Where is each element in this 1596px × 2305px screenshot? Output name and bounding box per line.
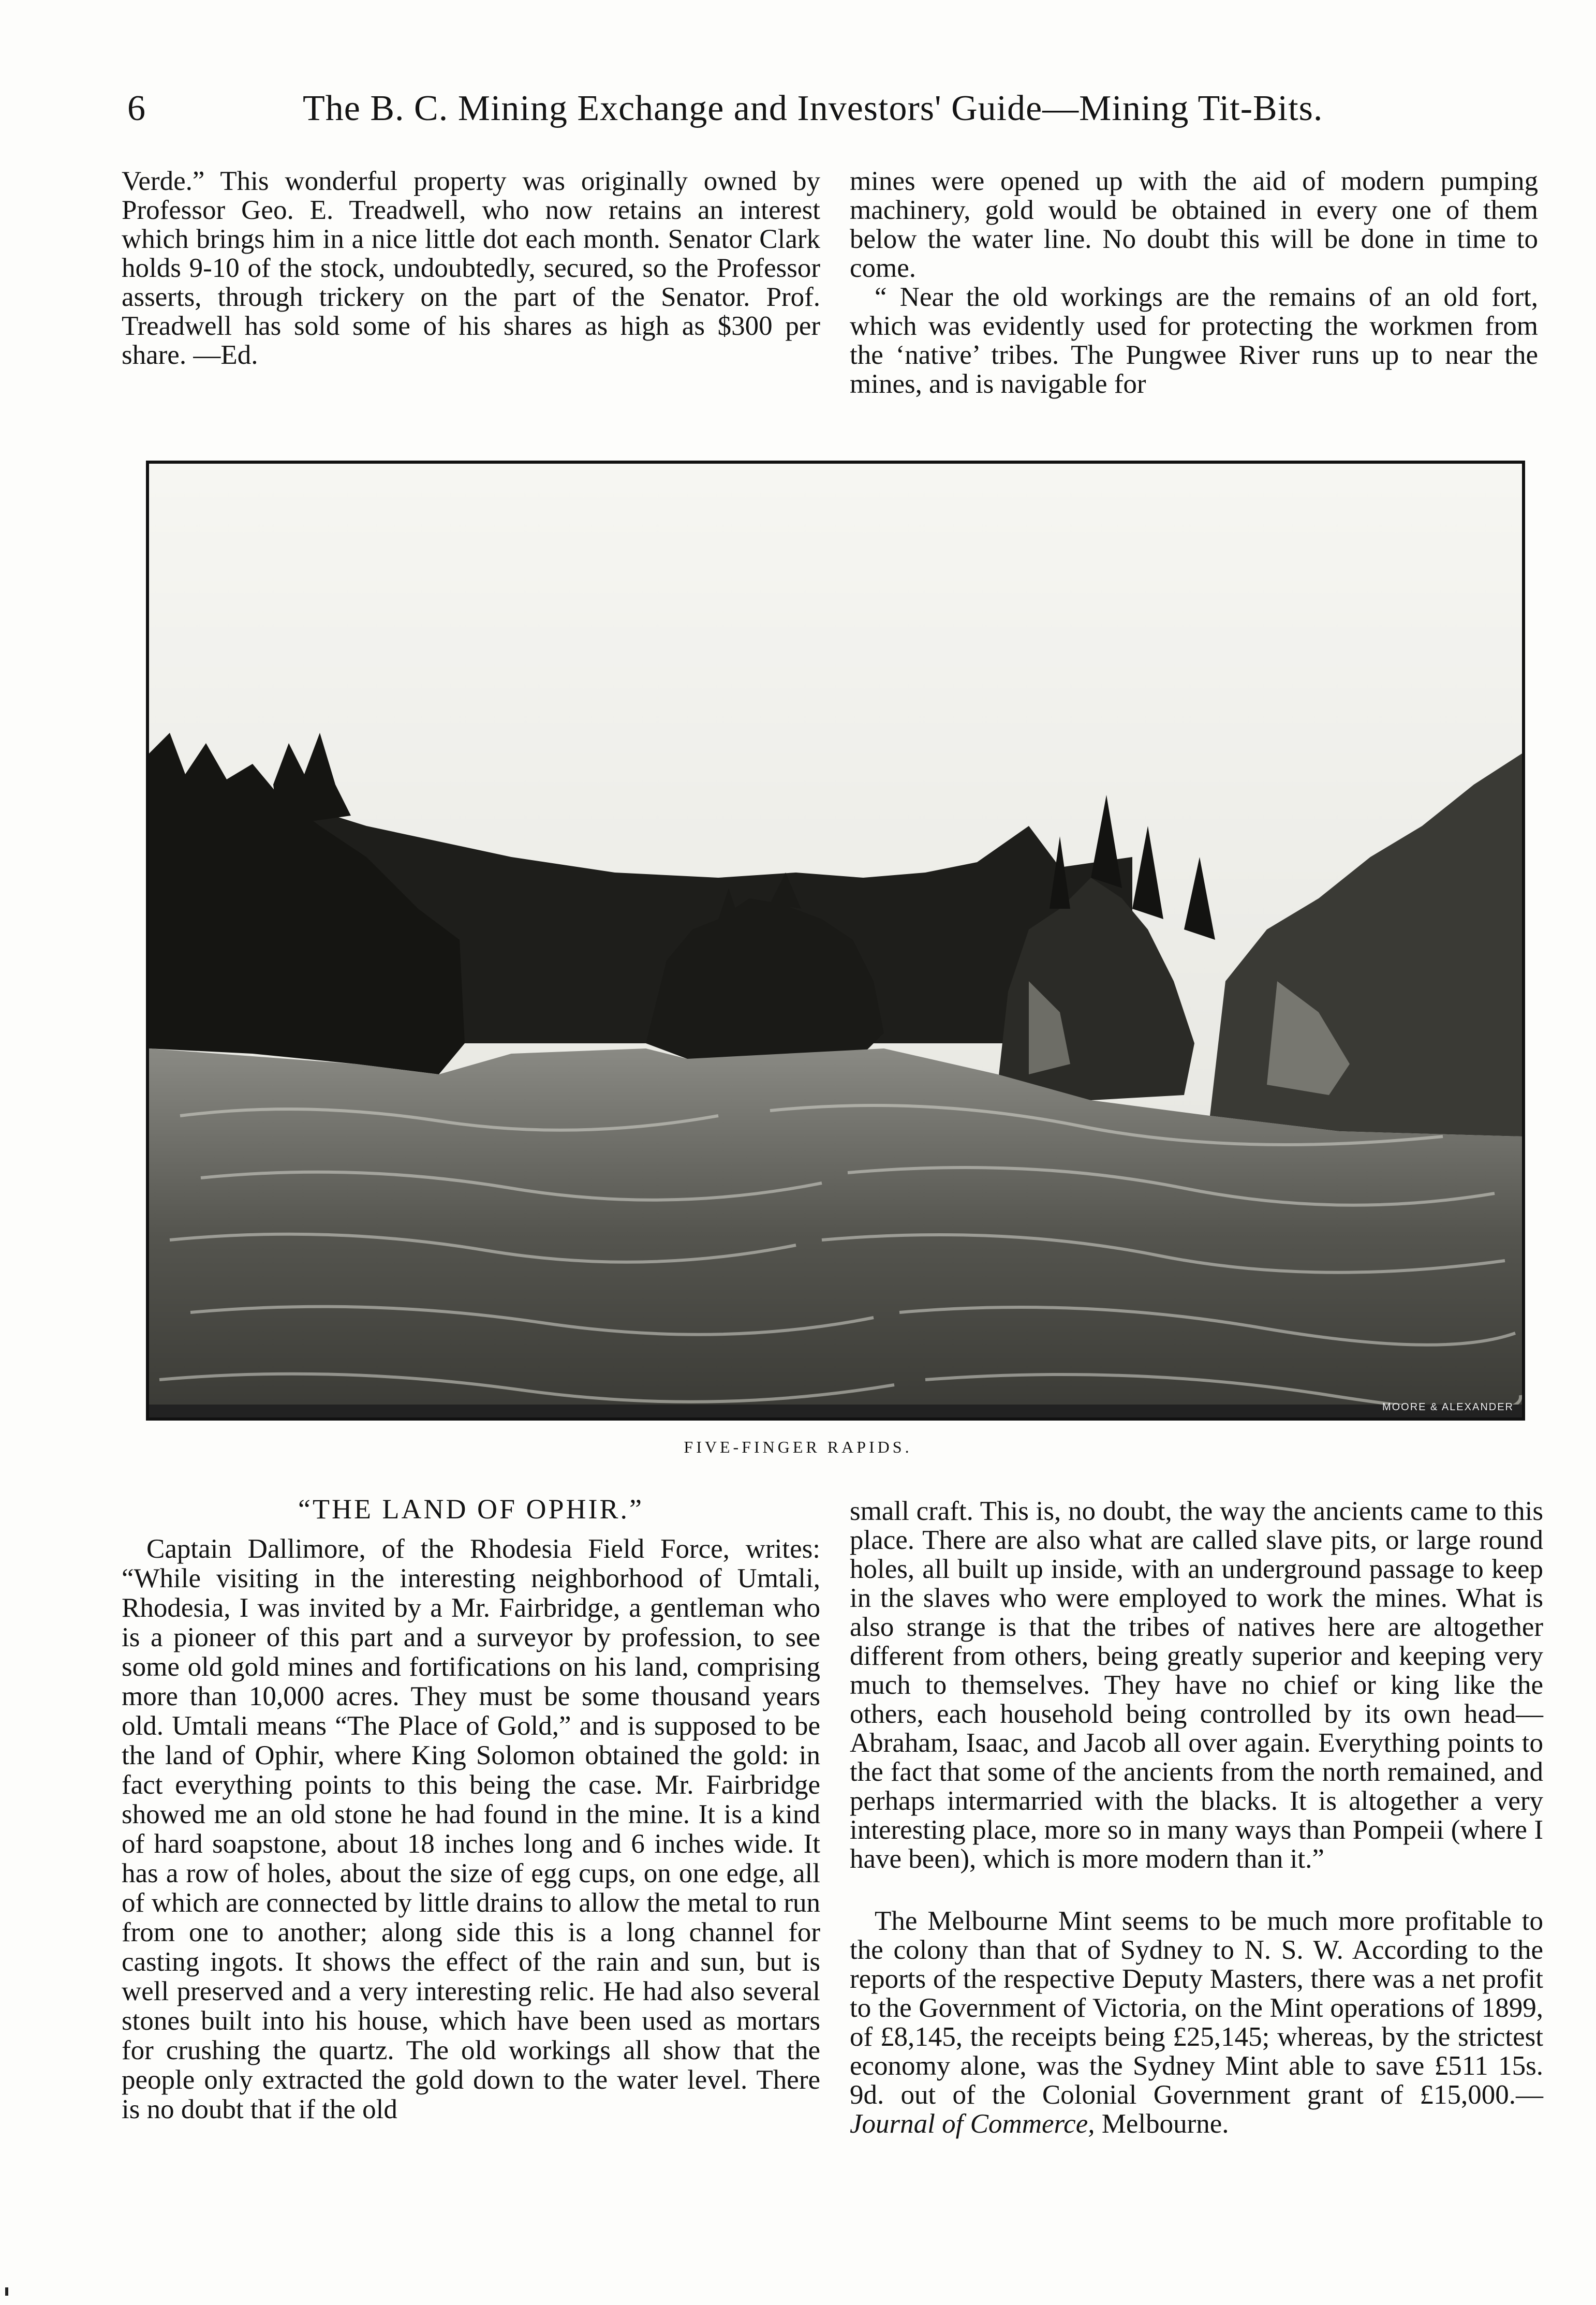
running-title: The B. C. Mining Exchange and Investors' Guide—Mining Tit-Bits. (303, 88, 1323, 128)
photo-credit: MOORE & ALEXANDER (1382, 1401, 1514, 1413)
scan-mark (5, 2287, 8, 2296)
column-bottom-left (122, 1534, 820, 2124)
rapids-photo (146, 461, 1525, 1421)
ophir-paragraph: Captain Dallimore, of the Rhodesia Field Force, writes: “While visiting in the interesting neighborhood of Umtali, Rhodesia, I was invited by a Mr. Fairbridge, a gentleman who is a pioneer of this part and a surveyor by profession, to see some old gold mines and fortifications on his land, comprising more than 10,000 acres. They must be some thousand years old. Umtali means “The Place of Gold,” and is supposed to be the land of Ophir, where King Solomon obtained the gold: in fact everything points to this being the case. Mr. Fairbridge showed me an old stone he had found in the mine. It is a kind of hard soapstone, about 18 inches long and 6 inches wide. It has a row of holes, about the size of egg cups, on one edge, all of which are connected by little drains to allow the metal to run from one to another; along side this is a long channel for casting ingots. It shows the effect of the rain and sun, but is well preserved and a very interesting relic. He had also several stones built into his house, which have been used as mortars for crushing the quartz. The old workings all show that the people only extracted the gold down to the water level. There is no doubt that if the old (122, 1534, 820, 2124)
photo-caption: FIVE-FINGER RAPIDS. (684, 1438, 912, 1456)
running-head (0, 88, 1596, 140)
mint-source: Journal of Commerce, (850, 2109, 1095, 2139)
fort-paragraph: “ Near the old workings are the remains of an old fort, which was evidently used for protecting the workmen from the ‘native’ tribes. The Pungwee River runs up to near the mines, and is navigable for (850, 282, 1538, 399)
rapids-photo-illustration (149, 464, 1522, 1417)
column-bottom-right (850, 1497, 1543, 2138)
ophir-continued-paragraph: small craft. This is, no doubt, the way the ancients came to this place. There are also what are called slave pits, or large round holes, all built up inside, with an underground passage to keep in the slaves who were employed to work the mines. What is also strange is that the tribes of natives here are altogether different from others, being greatly superior and keeping very much to themselves. They have no chief or king like the others, each household being controlled by its own head—Abraham, Isaac, and Jacob all over again. Everything points to the fact that some of the ancients from the north remained, and perhaps intermarried with the blacks. It is altogether a very interesting place, more so in many ways than Pompeii (where I have been), which is more modern than it.” (850, 1496, 1543, 1874)
page-number: 6 (127, 88, 145, 128)
mint-text: The Melbourne Mint seems to be much more profitable to the colony than that of Sydney to N. S. W. According to the reports of the respective Deputy Masters, there was a net profit to the Government of Victoria, on the Mint operations of 1899, of £8,145, the receipts being £25,145; whereas, by the strictest economy alone, was the Sydney Mint able to save £511 15s. 9d. out of the Colonial Government grant of £15,000.— (850, 1906, 1543, 2110)
mines-paragraph: mines were opened up with the aid of modern pumping machinery, gold would be obtained in every one of them below the water line. No doubt this will be done in time to come. (850, 166, 1538, 283)
column-top-left (122, 167, 820, 370)
article-title: “THE LAND OF OPHIR.” (298, 1494, 644, 1525)
melbourne-mint-paragraph (850, 1907, 1543, 2138)
mint-place: Melbourne. (1095, 2109, 1229, 2139)
column-top-right (850, 167, 1538, 398)
verde-paragraph: Verde.” This wonderful property was originally owned by Professor Geo. E. Treadwell, who now retains an interest which brings him in a nice little dot each month. Senator Clark holds 9-10 of the stock, undoubtedly, secured, so the Professor asserts, through trickery on the part of the Senator. Prof. Treadwell has sold some of his shares as high as $300 per share. —Ed. (122, 166, 820, 370)
